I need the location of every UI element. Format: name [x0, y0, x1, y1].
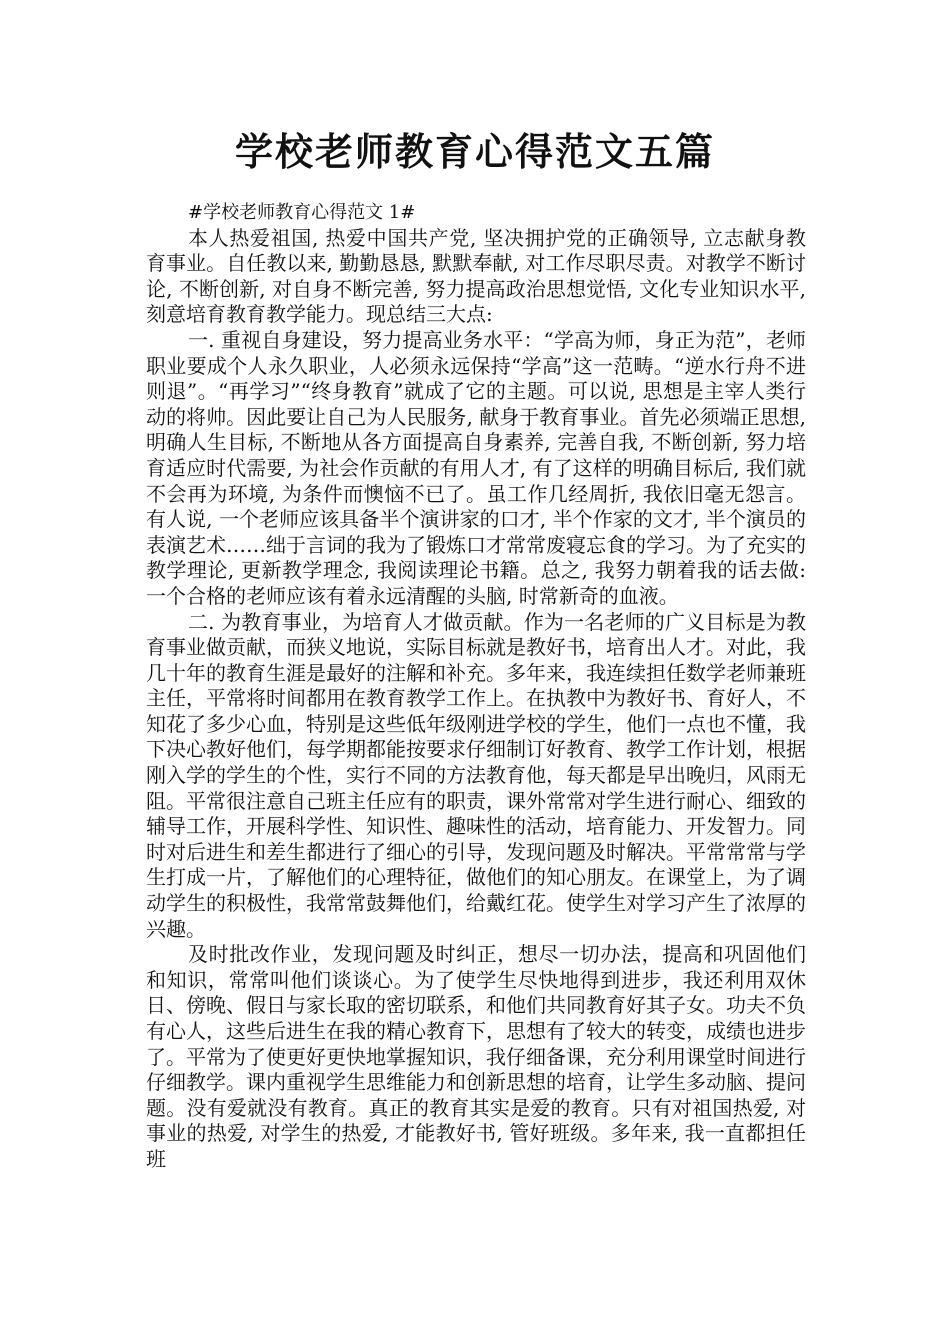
- document-title: 学校老师教育心得范文五篇: [234, 130, 715, 174]
- paragraph: 二. 为教育事业，为培育人才做贡献。作为一名老师的广义目标是为教育事业做贡献，而狭义地说，实际目标就是教好书，培育出人才。对此，我几十年的教育生涯是最好的注解和补充。多年来，我连续担任数学老师兼班主任，平常将时间都用在教育教学工作上。在执教中为教好书、育好人，不知花了多少心血，特别是这些低年级刚进学校的学生，他们一点也不懂，我下决心教好他们，每学期都能按要求仔细制订好教育、教学工作计划，根据刚入学的学生的个性，实行不同的方法教育他，每天都是早出晚归，风雨无阻。平常很注意自己班主任应有的职责，课外常常对学生进行耐心、细致的辅导工作，开展科学性、知识性、趣味性的活动，培育能力、开发智力。同时对后进生和差生都进行了细心的引导，发现问题及时解决。平常常常与学生打成一片，了解他们的心理特征，做他们的知心朋友。在课堂上，为了调动学生的积极性，我常常鼓舞他们，给戴红花。使学生对学习产生了浓厚的兴趣。: [146, 609, 806, 941]
- paragraph: 一. 重视自身建设，努力提高业务水平：“学高为师，身正为范”，老师职业要成个人永久职业，人必须永远保持“学高”这一范畴。“逆水行舟不进则退”。“再学习”“终身教育”就成了它的主题。可以说, 思想是主宰人类行动的将帅。因此要让自己为人民服务, 献身于教育事业。首先必须端正思想, 明确人生目标, 不断地从各方面提高自身素养, 完善自我, 不断创新, 努力培育适应时代需要, 为社会作贡献的有用人才, 有了这样的明确目标后, 我们就不会再为环境, 为条件而懊恼不已了。虽工作几经周折, 我依旧毫无怨言。有人说, 一个老师应该具备半个演讲家的口才, 半个作家的文才, 半个演员的表演艺术……绌于言词的我为了锻炼口才常常废寝忘食的学习。为了充实的教学理论, 更新教学理念, 我阅读理论书籍。总之, 我努力朝着我的话去做: 一个合格的老师应该有着永远清醒的头脑, 时常新奇的血液。: [146, 327, 806, 608]
- section-heading: #学校老师教育心得范文 1#: [188, 202, 416, 223]
- paragraph: 及时批改作业，发现问题及时纠正，想尽一切办法，提高和巩固他们和知识，常常叫他们谈谈心。为了使学生尽快地得到进步，我还利用双休日、傍晚、假日与家长取的密切联系，和他们共同教育好其子女。功夫不负有心人，这些后进生在我的精心教育下，思想有了较大的转变，成绩也进步了。平常为了使更好更快地掌握知识，我仔细备课，充分利用课堂时间进行仔细教学。课内重视学生思维能力和创新思想的培育，让学生多动脑、提问题。没有爱就没有教育。真正的教育其实是爱的教育。只有对祖国热爱, 对事业的热爱, 对学生的热爱, 才能教好书, 管好班级。多年来, 我一直都担任班: [146, 942, 806, 1171]
- document-body: [146, 200, 806, 1173]
- paragraph: 本人热爱祖国, 热爱中国共产党, 坚决拥护党的正确领导, 立志献身教育事业。自任教以来, 勤勤恳恳, 默默奉献, 对工作尽职尽责。对教学不断讨论, 不断创新, 对自身不断完善, 努力提高政治思想觉悟, 文化专业知识水平, 刻意培育教育教学能力。现总结三大点:: [146, 225, 806, 327]
